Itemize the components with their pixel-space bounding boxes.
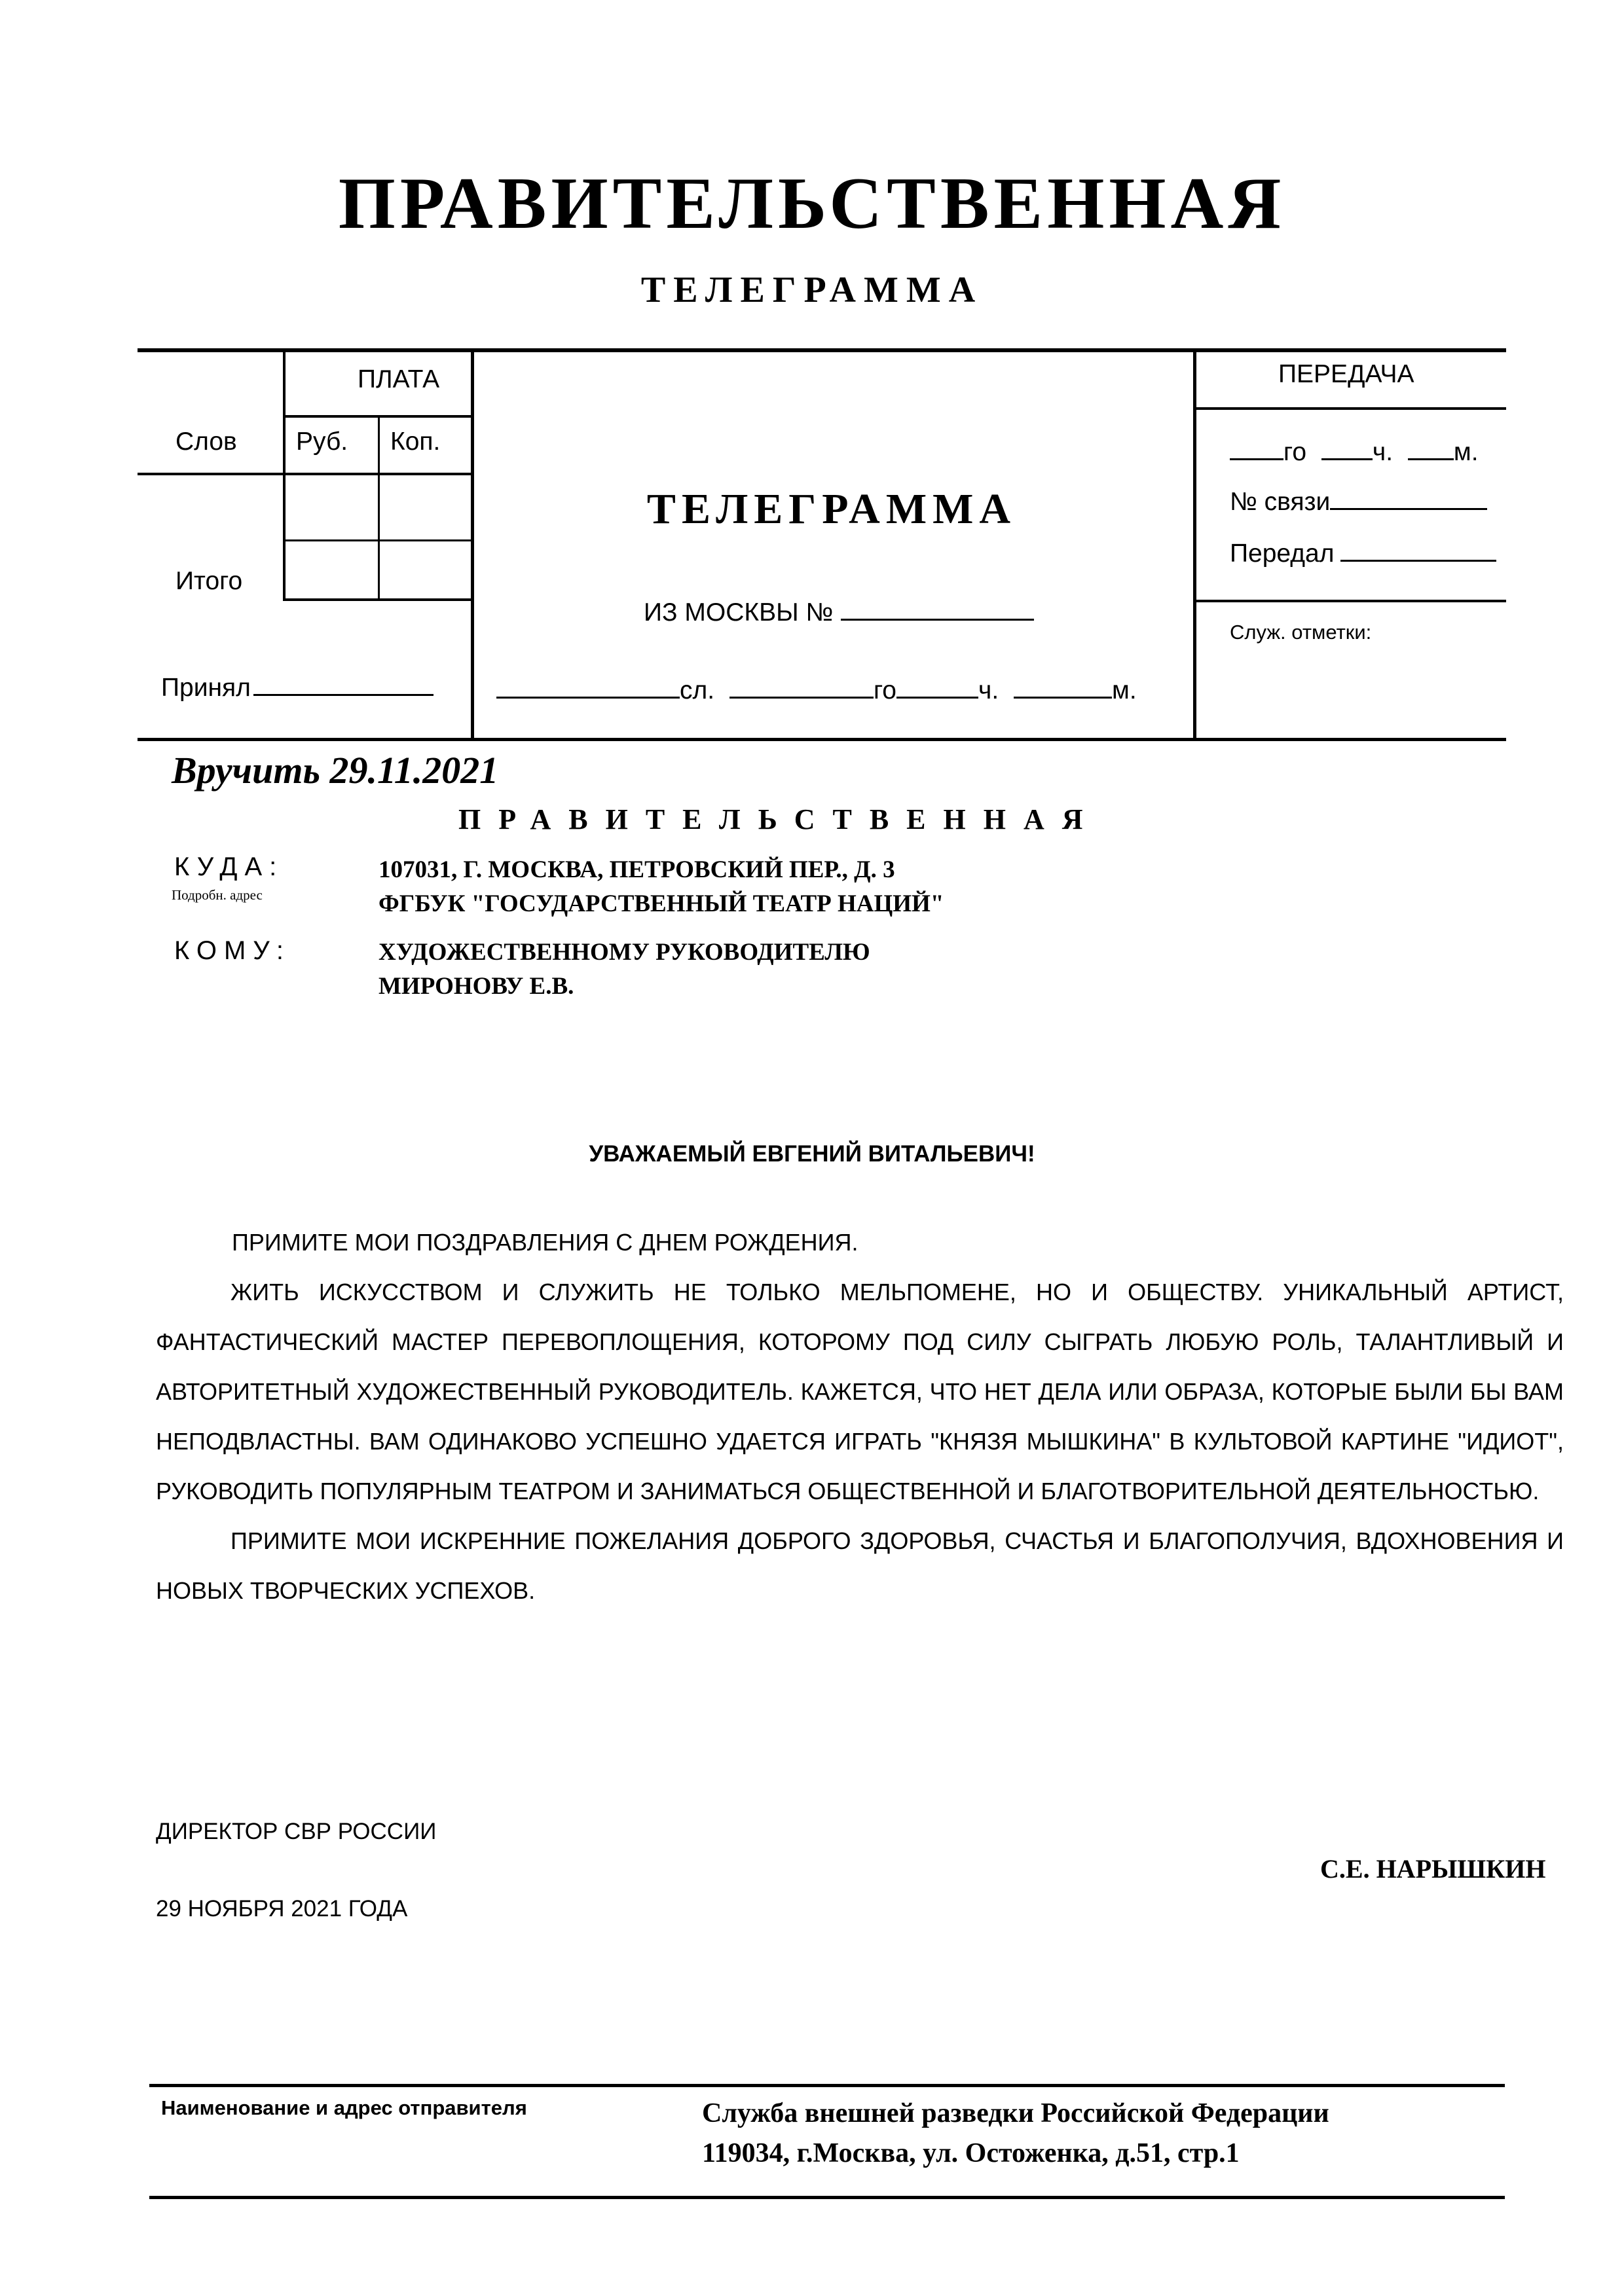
transfer-header: ПЕРЕДАЧА	[1278, 360, 1414, 388]
footer-bottom-rule	[149, 2196, 1505, 2199]
center-date-field[interactable]	[896, 677, 978, 699]
payment-divider	[283, 351, 286, 600]
to-whom-line-2: МИРОНОВУ Е.В.	[378, 973, 574, 1000]
transfer-sent-row: Передал	[1230, 540, 1496, 566]
to-whom-label: КОМУ:	[174, 936, 291, 965]
received-label: Принял	[161, 674, 434, 701]
message-paragraph: ПРИМИТЕ МОИ ПОЗДРАВЛЕНИЯ С ДНЕМ РОЖДЕНИЯ.	[232, 1229, 858, 1256]
received-field[interactable]	[253, 674, 434, 696]
transfer-day-field[interactable]	[1230, 439, 1283, 460]
message-paragraph: ЖИТЬ ИСКУССТВОМ И СЛУЖИТЬ НЕ ТОЛЬКО МЕЛЬПОМЕНЕ, НО И ОБЩЕСТВУ. УНИКАЛЬНЫЙ АРТИСТ, ФАНТАСТИЧЕСКИЙ МАСТЕР ПЕРЕВОПЛОЩЕНИЯ, КОТОРОМУ ПОД СИЛУ СЫГРАТЬ ЛЮБУЮ РОЛЬ, ТАЛАНТЛИВЫЙ И АВТОРИТЕТНЫЙ ХУДОЖЕСТВЕННЫЙ РУКОВОДИТЕЛЬ. КАЖЕТСЯ, ЧТО НЕТ ДЕЛА ИЛИ ОБРАЗА, КОТОРЫЕ БЫЛИ БЫ ВАМ НЕПОДВЛАСТНЫ. ВАМ ОДИНАКОВО УСПЕШНО УДАЕТСЯ ИГРАТЬ "КНЯЗЯ МЫШКИНА" В КУЛЬТОВОЙ КАРТИНЕ "ИДИОТ", РУКОВОДИТЬ ПОПУЛЯРНЫМ ТЕАТРОМ И ЗАНИМАТЬСЯ ОБЩЕСТВЕННОЙ И БЛАГОТВОРИТЕЛЬНОЙ ДЕЯТЕЛЬНОСТЬЮ.	[156, 1279, 1564, 1504]
total-label: Итого	[175, 567, 243, 595]
service-notes-label: Служ. отметки:	[1230, 621, 1372, 644]
signature-date: 29 НОЯБРЯ 2021 ГОДА	[156, 1896, 408, 1922]
transfer-sent-field[interactable]	[1340, 540, 1496, 562]
telegram-number-field[interactable]	[841, 599, 1034, 621]
amount-row-rule	[283, 539, 473, 541]
sender-line-2: 119034, г.Москва, ул. Остоженка, д.51, стр.1	[702, 2138, 1240, 2168]
signatory-name: С.Е. НАРЫШКИН	[1320, 1854, 1546, 1884]
center-prefix-field[interactable]	[496, 677, 680, 699]
transfer-time-row: го ч. м.	[1230, 439, 1479, 465]
telegram-label: ТЕЛЕГРАММА	[646, 485, 1017, 533]
payment-header: ПЛАТА	[358, 365, 440, 393]
transfer-link-field[interactable]	[1330, 488, 1487, 510]
signatory-position: ДИРЕКТОР СВР РОССИИ	[156, 1819, 437, 1844]
center-words-field[interactable]	[729, 677, 874, 699]
form-bottom-border	[138, 738, 1506, 741]
greeting: УВАЖАЕМЫЙ ЕВГЕНИЙ ВИТАЛЬЕВИЧ!	[589, 1141, 1035, 1167]
to-where-line-1: 107031, Г. МОСКВА, ПЕТРОВСКИЙ ПЕР., Д. 3	[378, 856, 895, 883]
total-row-rule	[283, 598, 473, 601]
telegram-category: ПРАВИТЕЛЬСТВЕННАЯ	[458, 803, 1101, 835]
footer-top-rule	[149, 2084, 1505, 2087]
transfer-notes-rule	[1193, 600, 1506, 602]
to-where-line-2: ФГБУК "ГОСУДАРСТВЕННЫЙ ТЕАТР НАЦИЙ"	[378, 890, 944, 917]
center-hour-field[interactable]	[1014, 677, 1112, 699]
center-receipt-row: сл. го ч. м.	[496, 677, 1137, 703]
deliver-date: Вручить 29.11.2021	[172, 749, 499, 792]
payment-header-rule	[283, 415, 473, 418]
telegram-subtitle: ТЕЛЕГРАММА	[640, 270, 984, 310]
words-label: Слов	[175, 428, 237, 456]
message-body	[156, 1218, 1564, 1616]
kop-label: Коп.	[390, 428, 441, 456]
to-where-label: КУДА:	[174, 852, 284, 881]
transfer-link-row: № связи	[1230, 488, 1487, 515]
left-column-border	[471, 351, 474, 740]
transfer-hour-field[interactable]	[1321, 439, 1373, 460]
from-moscow-row: ИЗ МОСКВЫ №	[644, 599, 1034, 625]
sender-label: Наименование и адрес отправителя	[161, 2096, 527, 2119]
transfer-header-rule	[1193, 407, 1506, 410]
telegram-type-title: ПРАВИТЕЛЬСТВЕННАЯ	[338, 163, 1286, 244]
rub-kop-divider	[378, 416, 380, 600]
sender-line-1: Служба внешней разведки Российской Федерации	[702, 2098, 1329, 2128]
rub-label: Руб.	[296, 428, 348, 456]
words-row-rule	[138, 473, 473, 475]
to-whom-line-1: ХУДОЖЕСТВЕННОМУ РУКОВОДИТЕЛЮ	[378, 939, 870, 966]
message-paragraph: ПРИМИТЕ МОИ ИСКРЕННИЕ ПОЖЕЛАНИЯ ДОБРОГО ЗДОРОВЬЯ, СЧАСТЬЯ И БЛАГОПОЛУЧИЯ, ВДОХНОВЕНИЯ И НОВЫХ ТВОРЧЕСКИХ УСПЕХОВ.	[156, 1527, 1564, 1604]
transfer-minute-field[interactable]	[1408, 439, 1454, 460]
detailed-address-label: Подробн. адрес	[172, 887, 263, 903]
form-top-border	[138, 348, 1506, 352]
